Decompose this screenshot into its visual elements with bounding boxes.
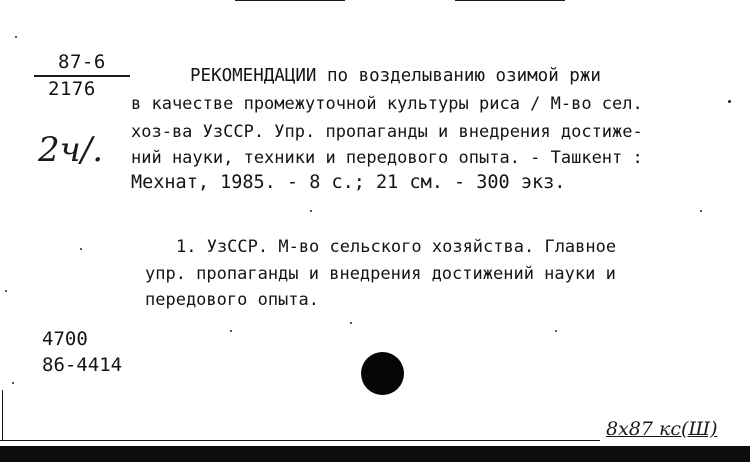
accession-number: 86-4414 bbox=[42, 354, 123, 376]
handwritten-margin-note: 2ч/. bbox=[38, 130, 104, 170]
card-rod-hole bbox=[361, 352, 404, 395]
call-number-divider bbox=[34, 75, 130, 77]
main-entry-line-4: ний науки, техники и передового опыта. - Ташкент : bbox=[131, 148, 643, 168]
main-entry-line-3: хоз-ва УзССР. Упр. пропаганды и внедрения достиже- bbox=[131, 122, 643, 142]
speck bbox=[80, 248, 82, 250]
scan-bottom-border bbox=[0, 446, 750, 462]
tracing-line-3: передового опыта. bbox=[145, 290, 319, 310]
main-entry-line-2: в качестве промежуточной культуры риса / М-во сел. bbox=[131, 94, 643, 114]
speck bbox=[350, 322, 352, 324]
speck bbox=[230, 330, 232, 332]
main-entry-line-5: Мехнат, 1985. - 8 с.; 21 см. - 300 экз. bbox=[131, 172, 566, 193]
handwritten-footer-note: 8x87 кс(Ш) bbox=[606, 418, 718, 440]
main-entry-line-1: РЕКОМЕНДАЦИИ по возделыванию озимой ржи bbox=[190, 66, 601, 86]
speck bbox=[555, 330, 557, 332]
speck bbox=[15, 36, 17, 38]
top-edge-line bbox=[235, 0, 345, 1]
left-edge-line bbox=[2, 390, 3, 440]
speck bbox=[12, 382, 14, 384]
speck bbox=[728, 100, 731, 103]
speck bbox=[700, 210, 702, 212]
speck bbox=[5, 290, 7, 292]
call-number-top: 87-6 bbox=[58, 51, 106, 73]
tracing-line-2: упр. пропаганды и внедрения достижений науки и bbox=[145, 264, 616, 284]
stock-number: 4700 bbox=[42, 328, 88, 350]
call-number-bottom: 2176 bbox=[48, 78, 96, 100]
speck bbox=[310, 210, 312, 212]
tracing-line-1: 1. УзССР. М-во сельского хозяйства. Главное bbox=[176, 237, 617, 257]
top-edge-line-right bbox=[455, 0, 565, 1]
bottom-edge-line bbox=[0, 440, 600, 441]
